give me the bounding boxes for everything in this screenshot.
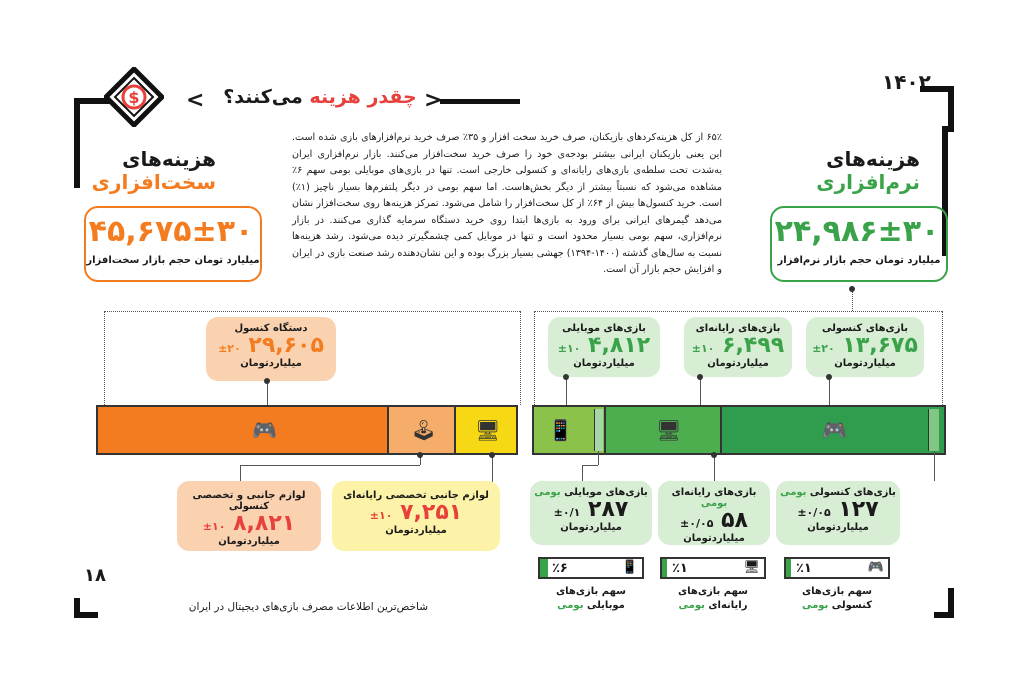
share-console-bar xyxy=(784,557,890,579)
hw-pc-accessories-box xyxy=(332,481,500,551)
software-heading-line2: نرم‌افزاری xyxy=(816,170,920,194)
native-pc-label: بازی‌های رایانه‌ای بومی xyxy=(671,487,757,509)
dollar-diamond-icon xyxy=(104,67,164,127)
hw-console-device-unit: میلیاردتومان xyxy=(240,358,302,370)
left-vertical-rule xyxy=(74,98,80,188)
conn-sw-pc xyxy=(700,377,701,405)
native-mobile-unit: میلیاردتومان xyxy=(560,522,622,534)
conn-native-mobile-h xyxy=(582,465,598,466)
sw-console-label: بازی‌های کنسولی xyxy=(822,323,908,334)
sw-console-box xyxy=(806,317,924,377)
sw-mobile-value: ۴,۸۱۲ ±۱۰ xyxy=(557,333,651,358)
share-console-caption: سهم بازی‌های کنسولی بومی xyxy=(801,586,873,611)
share-console-fill xyxy=(786,559,791,577)
sw-mobile-unit: میلیاردتومان xyxy=(573,358,635,370)
footer-text: شاخص‌ترین اطلاعات مصرف بازی‌های دیجیتال در ایران xyxy=(188,601,428,613)
sw-bar-mobile-native xyxy=(594,409,603,451)
conn-hw-acc-console-h xyxy=(240,465,420,466)
conn-hw-acc-console-v2 xyxy=(240,465,241,481)
sw-pc-unit: میلیاردتومان xyxy=(707,358,769,370)
hw-console-device-box xyxy=(206,317,336,381)
software-total-box xyxy=(770,206,948,282)
intro-paragraph: ۶۵٪ از کل هزینه‌کردهای بازیکنان، صرف خرید سخت افزار و ۳۵٪ صرف خرید نرم‌افزارهای بازی شده است. این یعنی بازیکنان ایرانی بیشتر بودجه‌ی خود را صرف خرید سخت‌افزار می‌کنند. بازار نرم‌افزاری ایران به‌شدت تحت سلطه‌ی بازی‌های رایانه‌ای و کنسولی خارجی است. تنها در بازی‌های موبایلی بومی سهم ۶٪ مشاهده می‌شود که نسبتاً بیشتر از دیگر بخش‌هاست. اما سهم بومی در دیگر پلتفرم‌ها بسیار ناچیز (۱٪) است. خرید کنسول‌ها بیش از ۶۴٪ از کل سخت‌افزار را شامل می‌شود. تمرکز هزینه‌ها روی سخت‌افزار نشان می‌دهد گیمرهای ایرانی برای ورود به بازی‌ها ابتدا روی خرید دستگاه سرمایه گذاری می‌کنند. در بازار نرم‌افزاری، سهم بومی بسیار محدود است و تنها در موبایل کمی چشمگیرتر دیده می‌شود. رشد هزینه‌ها نسبت به سال‌های گذشته (۱۴۰۰-۱۳۹۴) جهشی بسیار بزرگ بوده و این نشان‌دهنده رشد صنعت بازی در ایران و افزایش حجم بازار آن است. xyxy=(292,132,722,275)
hw-dotted-top xyxy=(104,311,520,312)
software-total-value: ۲۴,۹۸۶±۳۰ xyxy=(774,214,940,249)
hw-console-device-value: ۲۹,۶۰۵ ±۲۰ xyxy=(218,333,324,358)
conn-native-pc xyxy=(714,455,715,481)
dot-hw-device xyxy=(264,378,270,384)
native-mobile-value: ۲۸۷ ±۰/۱ xyxy=(553,497,629,522)
sw-mobile-box xyxy=(548,317,660,377)
sw-console-value: ۱۳,۶۷۵ ±۲۰ xyxy=(812,333,918,358)
dot-hw-acc-pc xyxy=(489,452,495,458)
hw-pc-accessories-value: ۷,۲۵۱ ±۱۰ xyxy=(369,500,463,525)
conn-native-console xyxy=(934,451,935,481)
gamepad-icon: 🕹 xyxy=(411,418,437,442)
dot-native-pc xyxy=(711,452,717,458)
title-highlight: چقدر هزینه xyxy=(309,86,417,108)
software-heading-line1: هزینه‌های xyxy=(826,147,920,171)
pc-accessory-icon: 🖥 xyxy=(475,418,501,442)
year-label: ۱۴۰۲ xyxy=(882,70,931,94)
title-arrow-left: < xyxy=(186,88,205,113)
hw-pc-accessories-label: لوازم جانبی تخصصی رایانه‌ای xyxy=(343,490,489,501)
native-console-box xyxy=(776,481,900,545)
title-rest: می‌کنند؟ xyxy=(223,86,310,108)
hw-console-accessories-label: لوازم جانبی و تخصصی کنسولی xyxy=(192,490,306,512)
hw-pc-accessories-unit: میلیاردتومان xyxy=(385,525,447,537)
native-pc-box xyxy=(658,481,770,545)
page-title xyxy=(210,86,430,108)
hw-console-accessories-unit: میلیاردتومان xyxy=(218,536,280,548)
hw-console-device-label: دستگاه کنسول xyxy=(234,323,308,334)
sw-dotted-left xyxy=(534,311,535,405)
dot-hw-acc-console xyxy=(417,452,423,458)
conn-sw-console xyxy=(829,377,830,405)
hw-dotted-left xyxy=(104,311,105,405)
sw-total-dot xyxy=(849,286,855,292)
native-console-unit: میلیاردتومان xyxy=(807,522,869,534)
share-pc-caption: سهم بازی‌های رایانه‌ای بومی xyxy=(677,586,749,611)
title-arrow-right: > xyxy=(424,88,443,113)
hardware-total-caption: میلیارد تومان حجم بازار سخت‌افزار xyxy=(86,255,260,266)
native-pc-unit: میلیاردتومان xyxy=(683,533,745,545)
conn-hw-acc-pc xyxy=(492,455,493,485)
console-controller-icon: 🎮 xyxy=(822,418,847,442)
share-mobile-caption: سهم بازی‌های موبایلی بومی xyxy=(555,586,627,611)
sw-dotted-right xyxy=(942,311,943,405)
sw-pc-value: ۶,۴۹۹ ±۱۰ xyxy=(691,333,785,358)
conn-hw-device xyxy=(267,381,268,405)
right-top-bracket xyxy=(920,86,954,132)
dot-sw-mobile xyxy=(563,374,569,380)
share-mobile-fill xyxy=(540,559,548,577)
sw-bar-console-native xyxy=(928,409,939,451)
native-mobile-label: بازی‌های موبایلی بومی xyxy=(534,487,648,498)
hardware-heading-line1: هزینه‌های xyxy=(122,147,216,171)
sw-mobile-label: بازی‌های موبایلی xyxy=(562,323,646,334)
conn-native-mobile-v2 xyxy=(582,465,583,481)
dot-sw-console xyxy=(826,374,832,380)
share-console-icon: 🎮 xyxy=(867,560,884,575)
sw-console-unit: میلیاردتومان xyxy=(834,358,896,370)
monitor-icon: 🖥 xyxy=(656,418,682,442)
share-pc-value: ٪۱ xyxy=(672,561,688,576)
share-pc-icon: 🖥 xyxy=(743,560,760,575)
software-total-caption: میلیارد تومان حجم بازار نرم‌افزار xyxy=(777,255,941,266)
hardware-heading xyxy=(86,148,216,194)
native-pc-value: ۵۸ ±۰/۰۵ xyxy=(680,508,748,533)
conn-sw-mobile xyxy=(566,377,567,405)
title-rule xyxy=(440,99,520,104)
mobile-icon: 📱 xyxy=(548,418,573,442)
share-mobile-bar xyxy=(538,557,644,579)
console-device-icon: 🎮 xyxy=(252,418,277,442)
share-mobile-icon: 📱 xyxy=(621,560,638,575)
native-console-label: بازی‌های کنسولی بومی xyxy=(780,487,896,498)
hw-dotted-right xyxy=(520,311,521,405)
share-console-value: ٪۱ xyxy=(796,561,812,576)
left-bottom-bracket xyxy=(74,598,98,618)
conn-native-mobile xyxy=(598,451,599,465)
page-number: ۱۸ xyxy=(84,565,106,586)
hardware-total-value: ۴۵,۶۷۵±۳۰ xyxy=(88,214,254,249)
right-bottom-bracket xyxy=(934,588,954,618)
hw-console-accessories-box xyxy=(177,481,321,551)
svg-text:$: $ xyxy=(128,88,140,107)
dot-sw-pc xyxy=(697,374,703,380)
hardware-heading-line2: سخت‌افزاری xyxy=(91,170,216,194)
sw-pc-label: بازی‌های رایانه‌ای xyxy=(695,323,781,334)
share-mobile-value: ٪۶ xyxy=(552,561,568,576)
hw-bar-console-device xyxy=(96,405,389,455)
sw-dotted-top xyxy=(534,311,942,312)
share-pc-fill xyxy=(662,559,667,577)
share-pc-bar xyxy=(660,557,766,579)
software-heading xyxy=(790,148,920,194)
hw-console-accessories-value: ۸,۸۲۱ ±۱۰ xyxy=(202,511,296,536)
hardware-total-box xyxy=(84,206,262,282)
sw-pc-box xyxy=(684,317,792,377)
native-mobile-box xyxy=(530,481,652,545)
native-console-value: ۱۲۷ ±۰/۰۵ xyxy=(797,497,879,522)
